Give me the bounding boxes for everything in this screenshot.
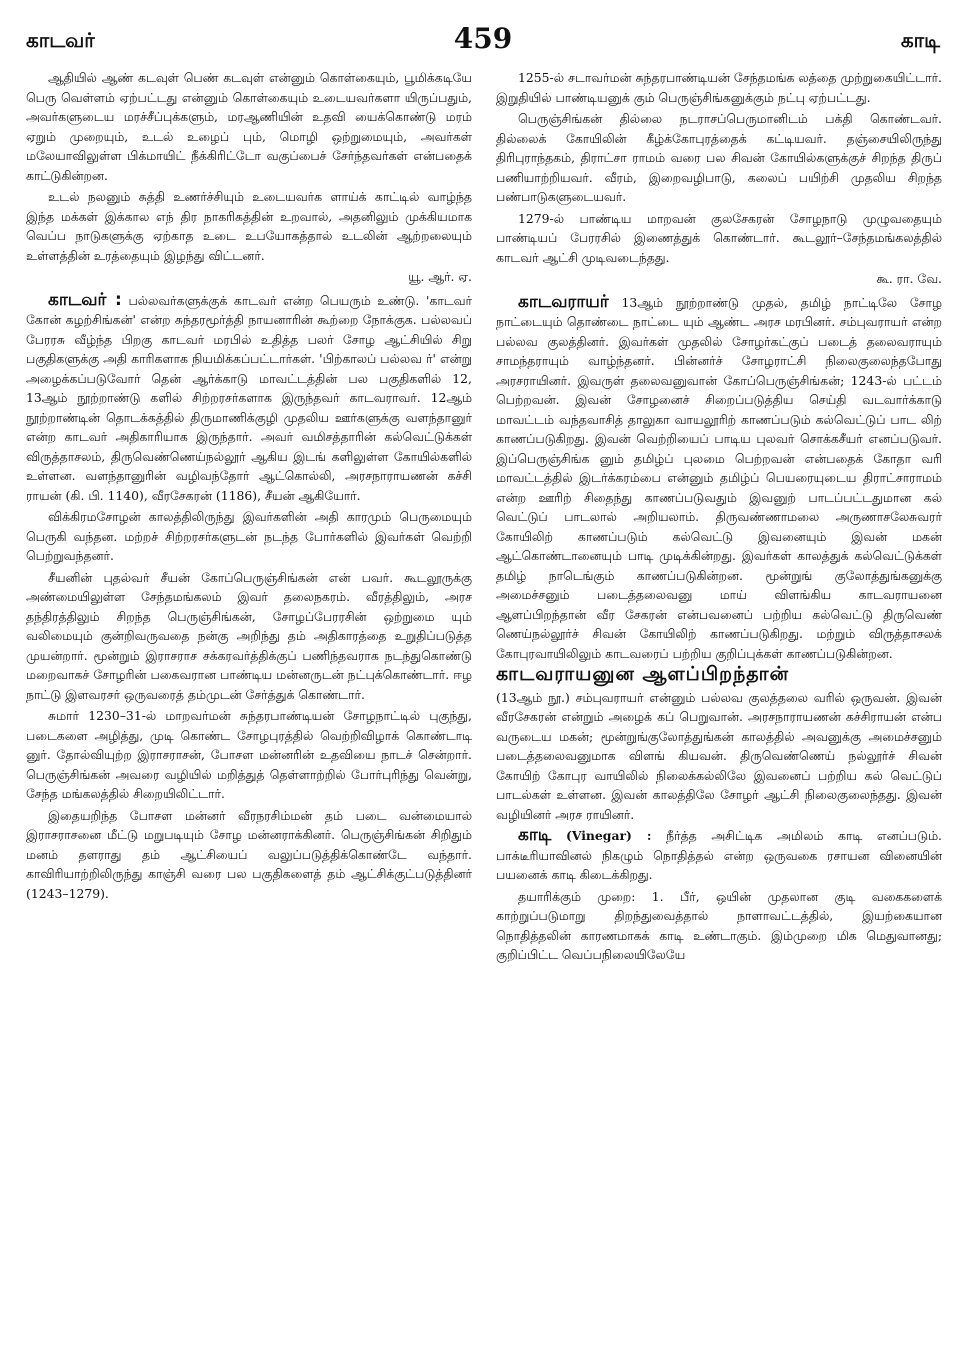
entry-paragraph (496, 293, 942, 664)
entry-paragraph (26, 291, 472, 506)
paragraph: ஆதியில் ஆண் கடவுள் பெண் கடவுள் என்னும் கொள்கையும், பூமிக்கடியே பெரு வெள்ளம் ஏற்பட்டது என்னும் கொள்கையும் உடையவர்களா யிருப்பதும், அவர்களுடைய மரச்சீப்புக்களும், மரஆணியின் உதவி யைக்கொண்டு மரம் ஏறும் முறையும், உடல் உழைப் பும், மொழி ஒற்றுமையும், அவர்கள் மலேயாவிலுள்ள பிக்மாயிட் நீக்கிரிட்டோ வகுப்பைச் சேர்ந்தவர்கள் என்பதைக் காட்டுகின்றன. (26, 70, 472, 183)
entry-heading-line (496, 665, 942, 686)
author-initials: கூ. ரா. வே. (876, 271, 942, 286)
entry-body: (13ஆம் நூ.) சம்புவராயர் என்னும் பல்லவ குலத்தலை வரில் ஒருவன். இவன் வீரசேகரன் என்றும் அழைக் கப் பெறுவான். அரசநாராயணன் கச்சிராயன் என்ப வருடைய மகன்; மூன்றுங்குலோத்துங்கன் காலத்தில் அவனுக்கு அமைச்சனும் படைத்தலைவனுமாக விளங் கியவன். திருவெண்ணெய் நல்லூர்ச் சிவன் கோயிற் கோபுர வாயிலில் நிலைக்கல்லிலே இவனைப் பற்றிய கல் வெட்டுப் பாடல்கள் உள்ளன. இவன் காலத்திலே சோழர் ஆட்சி நிலைகுலைந்தது. இவன் வழியினர் அரச ராயினர். (496, 689, 942, 822)
entry-body: பல்லவர்களுக்குக் காடவர் என்ற பெயரும் உண்டு. 'காடவர் கோன் கழற்சிங்கன்' என்ற சுந்தரமூர்த்தி நாயனாரின் கூற்றை நோக்குக. பல்லவப் பேரரசு வீழ்ந்த பிறகு காடவர் மரபில் உதித்த பலர் சோழ ஆட்சியில் சிறு பகுதிகளுக்கு அதி காரிகளாக நியமிக்கப்பட்டார்கள். 'பிற்காலப் பல்லவ ர்' என்று அழைக்கப்படுவோர் தென் ஆர்க்காடு மாவட்டத்தின் பல பகுதிகளில் 12, 13ஆம் நூற்றாண்டு களில் சிற்றரசர்களாக இருந்தவர் காடவராவர். 12ஆம் நூற்றாண்டின் தொடக்கத்தில் திருமாணிக்குழி முதலிய ஊர்களுக்கு வளந்தானுர் என்ற காடவர் அதிகாரியாக இருந்தார். அவர் வமிசத்தாரின் கல்வெட்டுக்கள் விருத்தாசலம், திருவெண்ணெய்நல்லூர் ஆகிய இடங் களிலுள்ள கோயில்களில் உள்ளன. வளந்தானுரின் வழிவந்தோர் ஆட்கொல்லி, அரசநாராயணன் கச்சி ராயன் (கி. பி. 1140), வீரசேகரன் (1186), சீயன் ஆகியோர். (26, 292, 472, 503)
entry-title-english: (Vinegar) : (565, 828, 652, 843)
paragraph: 1255-ல் சடாவர்மன் சுந்தரபாண்டியன் சேந்தமங்க லத்தை முற்றுகையிட்டார். இறுதியில் பாண்டியனுக் கும் பெருஞ்சிங்கனுக்கும் நட்பு ஏற்பட்டது. (496, 70, 942, 105)
author-signature (496, 269, 942, 289)
paragraph: சீயனின் புதல்வர் சீயன் கோப்பெருஞ்சிங்கன் என் பவர். கூடலூருக்கு அண்மையிலுள்ள சேந்தமங்கலம் இவர் தலைநகரம். வீரத்திலும், அரச தந்திரத்திலும் சிறந்த பெருஞ்சிங்கன், சோழப்பேரரசின் ஒற்றுமை யும் வலிமையும் குன்றிவருவதை நன்கு அறிந்து தம் அதிகாரத்தை உறுதிப்படுத்த முயன்றார். மூன்றும் இராசராச சக்கரவர்த்திக்குப் பணிந்தவராக நடந்துகொண்டு மறைவாகச் சோழரின் பகைவரான பாண்டிய மன்னருடன் நட்புக்கொண்டார். ஈழ நாட்டு இளவரசர் ஒருவரைத் தம்முடன் சேர்த்துக் கொண்டார். (26, 569, 472, 702)
paragraph: சுமார் 1230–31-ல் மாறவர்மன் சுந்தரபாண்டியன் சோழநாட்டில் புகுந்து, படைகளை அழித்து, முடி கொண்ட சோழபுரத்தில் வெற்றிவிழாக் கொண்டாடி னுர். தோல்வியுற்ற இராசராசன், போசள மன்னரின் உதவியை நாடச் சென்றார். பெருஞ்சிங்கன் அவரை வழியில் மறித்துத் தெள்ளாற்றில் போர்புரிந்து வென்று, சேந்த மங்கலத்தில் சிறையிலிட்டார். (26, 708, 472, 801)
paragraph: விக்கிரமசோழன் காலத்திலிருந்து இவர்களின் அதி காரமும் பெருமையும் பெருகி வந்தன. மற்றச் சிற்றரசர்களுடன் நடந்த போர்களில் இவர்கள் வெற்றி பெற்றுவந்தனர். (26, 509, 472, 563)
paragraph: உடல் நலனும் சுத்தி உணர்ச்சியும் உடையவர்க ளாய்க் காட்டில் வாழ்ந்த இந்த மக்கள் இக்கால எந் திர நாகரிகத்தின் உறவால், அதனிலும் முக்கியமாக வெப்ப நாடுகளுக்கு ஏற்காத உடை உபயோகத்தால் உடலின் ஆற்றலையும் உள்ளத்தின் உரத்தையும் இழந்து விட்டனர். (26, 189, 472, 263)
entry-paragraph (496, 826, 942, 885)
entry-title: காடவராயனுன ஆளப்பிறந்தான் (496, 663, 789, 685)
entry-title: காடி (518, 825, 552, 845)
entry-title: காடவர் : (48, 289, 122, 310)
header-left-guideword: காடவர் (26, 28, 95, 52)
entry-title: காடவராயர் (518, 291, 609, 312)
paragraph: இதையறிந்த போசள மன்னர் வீரநரசிம்மன் தம் படை வன்மையால் இராசராசனை மீட்டு மறுபடியும் சோழ மன்னராக்கினர். பெருஞ்சிங்கன் சிறிதும் மனம் தளராது தம் ஆட்சியைப் வலுப்படுத்திக்கொண்டே வந்தார். காவிரியாற்றிலிருந்து காஞ்சி வரை பல பகுதிகளைத் தம் ஆட்சிக்குட்படுத்தினர் (1243–1279). (26, 807, 472, 901)
right-column (496, 68, 942, 1346)
paragraph: பெருஞ்சிங்கன் தில்லை நடராசப்பெருமானிடம் பக்தி கொண்டவர். தில்லைக் கோயிலின் கீழ்க்கோபுரத்தைக் கட்டியவர். தஞ்சையிலிருந்து திரிபுராந்தகம், திராட்சா ராமம் வரை பல சிவன் கோயில்களுக்குச் சிறந்த திருப் பணியாற்றியவர். வீரம், இறைவழிபாடு, கலைப் பயிற்சி முதலிய சிறந்த பண்பாடுகளுடையவர். (496, 111, 942, 204)
paragraph: தயாரிக்கும் முறை: 1. பீர், ஒயின் முதலான குடி வகைகளைக் காற்றுப்படுமாறு திறந்துவைத்தால் நாளாவட்டத்தில், இயற்கையான நொதித்தலின் காரணமாகக் காடி உண்டாகும். இம்முறை மிக மெதுவானது; குறிப்பிட்ட வெப்பநிலையிலேயே (496, 888, 942, 962)
author-signature (26, 267, 472, 287)
paragraph: 1279-ல் பாண்டிய மாறவன் குலசேகரன் சோழநாடு முழுவதையும் பாண்டியப் பேரரசில் இணைத்துக் கொண்டார். கூடலூர்–சேந்தமங்கலத்தில் காடவர் ஆட்சி முடிவடைந்தது. (496, 210, 942, 265)
page-number: 459 (453, 22, 513, 55)
entry-body: 13ஆம் நூற்றாண்டு முதல், தமிழ் நாட்டிலே சோழ நாட்டையும் தொண்டை நாட்டை யும் ஆண்ட அரச மரபினர். சம்புவராயர் என்ற பல்லவ குலத்தினர். இவர்கள் முதலில் சோழர்கட்குப் படைத் தலைவராயும் சாமந்தராயும் வாழ்ந்தனர். பின்னர்ச் சோழராட்சி நிலைகுலைந்தபோது அரசராயினர். இவருள் தலைவனுவான் கோப்பெருஞ்சிங்கன்; 1243-ல் பட்டம் பெற்றவன். இவன் சோழனைச் சிறைப்படுத்திய செய்தி வடவார்க்காடு மாவட்டம் வந்தவாசித் தாலுகா வாயலூரிற் காணப்படும் கல்வெட்டுப் பாட லிற் காணப்படுகிறது. இவன் வெற்றியைப் பாடிய புலவர் சொக்கசீயர் எனப்படுவர். இப்பெருஞ்சிங்க னும் தமிழ்ப் புலமை பெற்றவன் என்பதைக் கோதா வரி மாவட்டத்தில் இடர்க்கரம்பை என்னும் தமிழ்ப் பெயரையுடைய திராட்சாராமம் என்ற ஊரிற் சிதைந்து காணப்படுவதும் இவனுற் பாடப்பட்டதுமான கல் வெட்டுப் பாடலால் அறியலாம். திருவண்ணாமலை அருணாசலேசுவரர் கோயிலிற் காணப்படும் கல்வெட்டு இவனையும் இவன் மகன் ஆட்கொண்டானையும் பாடி முடிக்கின்றது. இவர்கள் காலத்துக் கல்வெட்டுக்கள் தமிழ் நாடெங்கும் காணப்படுகின்றன. மூன்றுங் குலோத்துங்கனுக்கு அமைச்சனும் படைத்தலைவனு மாய் விளங்கிய காடவராயனை ஆளப்பிறந்தான் வீர சேகரன் என்பவனைப் பற்றிய கல்வெட்டு திருவெண் ணெய்நல்லூர்ச் சிவன் கோயிலிற் காணப்படுகிறது. மற்றும் விருத்தாசலக் கோபுரவாயிலிலும் காடவரைப் பற்றிய குறிப்புக்கள் காணப்படுகின்றன. (496, 294, 942, 661)
left-column (26, 68, 472, 1346)
header-right-guideword: காடி (900, 28, 940, 52)
entry-body: நீர்த்த அசிட்டிக அமிலம் காடி எனப்படும். பாக்டீரியாவினல் நிகழும் நொதித்தல் என்ற ஒருவகை ரசாயன வினையின் பயனைக் காடி கிடைக்கிறது. (496, 828, 942, 882)
page-header (26, 22, 940, 58)
author-initials: யூ. ஆர். ஏ. (408, 269, 472, 284)
